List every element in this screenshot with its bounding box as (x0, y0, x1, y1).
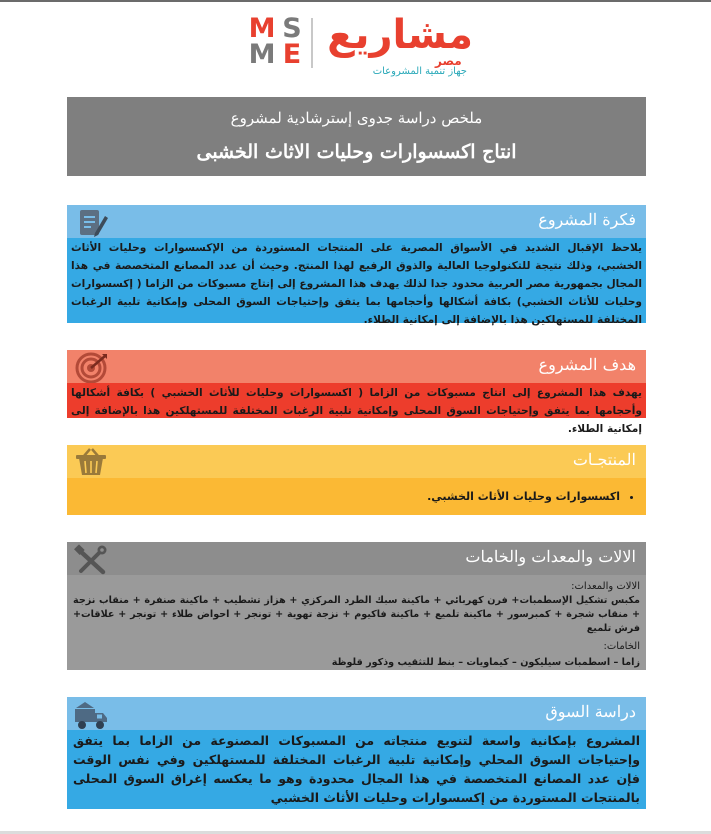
target-icon (73, 352, 109, 384)
list-item: • اكسسوارات وحليات الأثاث الخشبي. (67, 490, 620, 503)
document-subtitle: ملخص دراسة جدوى إسترشادية لمشروع (230, 109, 483, 127)
section-header (67, 205, 646, 238)
top-border (0, 0, 711, 2)
section-title: دراسة السوق (545, 702, 636, 721)
section-title: الالات والمعدات والخامات (465, 547, 636, 566)
section-market-study (67, 697, 646, 809)
msme-logo (247, 13, 307, 70)
msme-letter: M (248, 39, 276, 70)
section-products (67, 445, 646, 515)
section-body: المشروع بإمكانية واسعة لتنويع منتجاته من المسبوكات المصنوعة من الزاما بما يتفق وإحتياجات السوق المحلي وإمكانية تلبية الرغبات المختلفة للمستهلكين وفي نفس الوقت فإن عدد المصانع المتخصصة في هذا المجال محدودة وهو ما يعكسه إغراق السوق المحلى بالمنتجات المستوردة من إكسسوارات وحليات الأثاث الخشبي (67, 730, 646, 809)
msme-letter: E (282, 39, 302, 70)
products-list (67, 478, 646, 503)
section-equipment (67, 542, 646, 670)
section-body (67, 478, 646, 515)
document-title: انتاج اكسسوارات وحليات الاثاث الخشبى (196, 141, 517, 163)
section-header (67, 445, 646, 478)
msme-letter: S (282, 13, 302, 44)
section-project-goal (67, 350, 646, 435)
materials-text: زاما – اسطمبات سيليكون – كيماويات – بنط للتثقيب وذكور قلوظة (331, 657, 640, 668)
section-header (67, 697, 646, 730)
brand-name: مشاريع (327, 12, 473, 58)
brand-tagline: جهاز تنمية المشروعات (372, 66, 467, 77)
logo-divider (311, 18, 313, 68)
truck-icon (73, 699, 109, 731)
section-project-idea (67, 205, 646, 326)
edit-document-icon (73, 207, 109, 239)
brand-country: مصر (435, 54, 462, 68)
logo (247, 12, 473, 78)
section-header (67, 542, 646, 575)
section-title: فكرة المشروع (538, 210, 636, 229)
machines-text: مكبس تشكيل الإسطمبات+ فرن كهربائي + ماكينة سبك الطرد المركزي + هزاز تشطيب + ماكينة صنفرة + منقاب نزجة + منقاب شجرة + كمبرسور + ماكينة تلميع + ماكينة فاكيوم + نزجة تهوية + تونجر + احواض طلاء + تونجر + علاقات+ فرش تلميع (73, 595, 640, 634)
msme-letter: M (248, 13, 276, 44)
section-body: يلاحظ الإقبال الشديد في الأسواق المصرية على المنتجات المستوردة من الإكسسوارات وحليات الأثاث الخشبي، وذلك نتيجة للتكنولوجيا العالية والذوق الرفيع لهذا المنتج. وحيث أن عدد المصانع المتخصصة في هذا المجال بجمهورية مصر العربية محدود جدا لذلك يهدف هذا المشروع إلى إنتاج مسبوكات من الزاما ( إكسسوارات وحليات للأثاث الخشبي) بكافة أشكالها وأحجامها بما يتفق وإحتياجات السوق المحلى وإمكانية تلبية الرغبات المختلفة للمستهلكين هذا بالإضافة إلى إمكانية الطلاء. (67, 238, 646, 323)
title-box (67, 97, 646, 176)
section-body (67, 575, 646, 670)
section-title: المنتجـات (572, 450, 636, 469)
tools-icon (73, 544, 109, 576)
section-header (67, 350, 646, 383)
basket-icon (73, 447, 109, 479)
section-title: هدف المشروع (538, 355, 636, 374)
materials-label: الخامات: (603, 641, 640, 652)
machines-label: الالات والمعدات: (571, 581, 640, 592)
section-body: يهدف هذا المشروع إلى انتاج مسبوكات من الزاما ( اكسسوارات وحليات للأثاث الخشبي ) بكافة أشكالها وأحجامها بما يتفق وإحتياجات السوق المحلى وإمكانية تلبية الرغبات المختلفة للمستهلكين هذا بالإضافة إلى إمكانية الطلاء. (67, 383, 646, 418)
